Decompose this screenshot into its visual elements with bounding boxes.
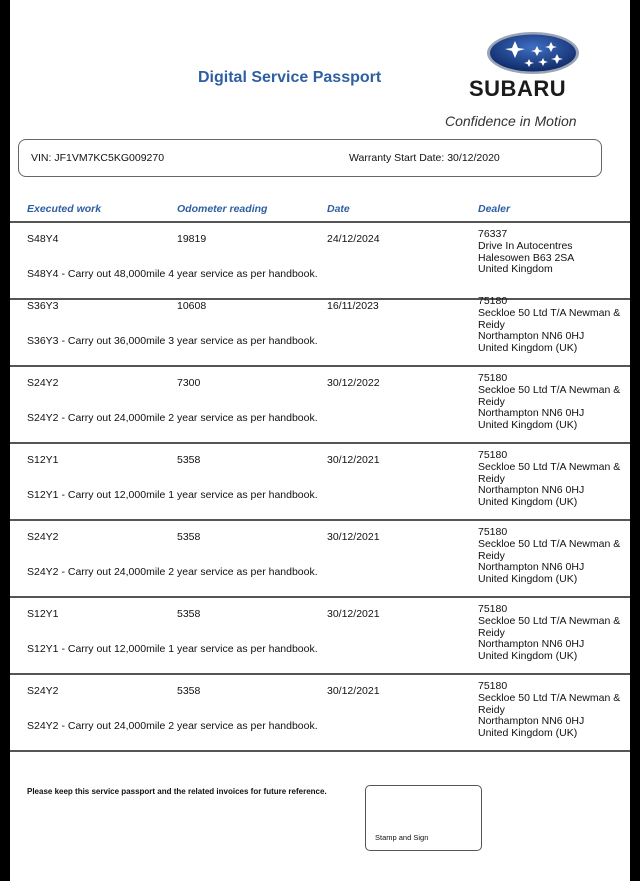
service-date: 24/12/2024 xyxy=(327,233,380,245)
service-date: 30/12/2021 xyxy=(327,608,380,620)
dealer-info xyxy=(478,527,628,586)
column-header-date: Date xyxy=(327,203,350,215)
column-header-work: Executed work xyxy=(27,203,102,215)
work-code: S24Y2 xyxy=(27,531,59,543)
subaru-logo xyxy=(468,30,598,76)
dealer-code: 75180 xyxy=(478,449,508,461)
service-date: 16/11/2023 xyxy=(327,300,379,312)
work-code: S12Y1 xyxy=(27,608,59,620)
work-description: S24Y2 - Carry out 24,000mile 2 year service as per handbook. xyxy=(27,720,318,732)
dealer-code: 76337 xyxy=(478,228,508,240)
table-row xyxy=(10,290,630,367)
dealer-name: Seckloe 50 Ltd T/A Newman & Reidy xyxy=(478,614,621,639)
dealer-name: Seckloe 50 Ltd T/A Newman & Reidy xyxy=(478,537,621,562)
table-row xyxy=(10,521,630,598)
dealer-code: 75180 xyxy=(478,295,508,307)
table-row xyxy=(10,598,630,675)
odometer-value: 7300 xyxy=(177,377,201,389)
brand-name: SUBARU xyxy=(469,76,567,101)
odometer-value: 5358 xyxy=(177,685,201,697)
dealer-country: United Kingdom (UK) xyxy=(478,650,578,663)
work-description: S36Y3 - Carry out 36,000mile 3 year service as per handbook. xyxy=(27,335,318,347)
dealer-name: Drive In Autocentres xyxy=(478,239,573,252)
service-passport-page xyxy=(10,0,630,881)
service-date: 30/12/2021 xyxy=(327,531,380,543)
work-code: S48Y4 xyxy=(27,233,59,245)
dealer-country: United Kingdom (UK) xyxy=(478,573,578,586)
work-code: S24Y2 xyxy=(27,685,59,697)
work-code: S12Y1 xyxy=(27,454,59,466)
page-title: Digital Service Passport xyxy=(198,69,382,86)
dealer-country: United Kingdom (UK) xyxy=(478,727,578,740)
dealer-town: Northampton NN6 0HJ xyxy=(478,638,585,651)
work-description: S24Y2 - Carry out 24,000mile 2 year service as per handbook. xyxy=(27,566,318,578)
odometer-value: 5358 xyxy=(177,531,201,543)
stamp-box xyxy=(365,785,482,851)
retention-note: Please keep this service passport and the related invoices for future reference. xyxy=(27,787,327,796)
warranty-start-date: Warranty Start Date: 30/12/2020 xyxy=(349,152,500,164)
table-row xyxy=(10,675,630,752)
work-code: S24Y2 xyxy=(27,377,59,389)
dealer-country: United Kingdom (UK) xyxy=(478,419,578,432)
odometer-value: 19819 xyxy=(177,233,207,245)
odometer-value: 10608 xyxy=(177,300,207,312)
work-description: S48Y4 - Carry out 48,000mile 4 year service as per handbook. xyxy=(27,268,318,280)
column-header-odometer: Odometer reading xyxy=(177,203,268,215)
service-date: 30/12/2021 xyxy=(327,685,380,697)
dealer-town: Northampton NN6 0HJ xyxy=(478,484,585,497)
work-description: S24Y2 - Carry out 24,000mile 2 year service as per handbook. xyxy=(27,412,318,424)
work-description: S12Y1 - Carry out 12,000mile 1 year service as per handbook. xyxy=(27,643,318,655)
table-header xyxy=(10,193,630,223)
odometer-value: 5358 xyxy=(177,454,201,466)
vehicle-info-box xyxy=(18,139,602,177)
service-date: 30/12/2021 xyxy=(327,454,380,466)
dealer-info xyxy=(478,450,628,509)
dealer-name: Seckloe 50 Ltd T/A Newman & Reidy xyxy=(478,306,621,331)
dealer-code: 75180 xyxy=(478,603,508,615)
dealer-country: United Kingdom (UK) xyxy=(478,496,578,509)
dealer-code: 75180 xyxy=(478,526,508,538)
table-row xyxy=(10,444,630,521)
dealer-town: Northampton NN6 0HJ xyxy=(478,561,585,574)
dealer-town: Northampton NN6 0HJ xyxy=(478,715,585,728)
dealer-code: 75180 xyxy=(478,372,508,384)
dealer-name: Seckloe 50 Ltd T/A Newman & Reidy xyxy=(478,460,621,485)
dealer-info xyxy=(478,681,628,740)
dealer-town: Halesowen B63 2SA xyxy=(478,251,575,264)
dealer-country: United Kingdom xyxy=(478,263,553,276)
column-header-dealer: Dealer xyxy=(478,203,511,215)
brand-tagline: Confidence in Motion xyxy=(445,113,577,129)
dealer-town: Northampton NN6 0HJ xyxy=(478,407,585,420)
vin-label: VIN: JF1VM7KC5KG009270 xyxy=(31,152,165,164)
dealer-code: 75180 xyxy=(478,680,508,692)
work-code: S36Y3 xyxy=(27,300,59,312)
table-row xyxy=(10,223,630,300)
service-date: 30/12/2022 xyxy=(327,377,380,389)
stamp-label: Stamp and Sign xyxy=(375,833,429,842)
dealer-name: Seckloe 50 Ltd T/A Newman & Reidy xyxy=(478,691,621,716)
dealer-country: United Kingdom (UK) xyxy=(478,342,578,355)
dealer-town: Northampton NN6 0HJ xyxy=(478,330,585,343)
dealer-info xyxy=(478,373,628,432)
odometer-value: 5358 xyxy=(177,608,201,620)
dealer-name: Seckloe 50 Ltd T/A Newman & Reidy xyxy=(478,383,621,408)
table-row xyxy=(10,367,630,444)
work-description: S12Y1 - Carry out 12,000mile 1 year service as per handbook. xyxy=(27,489,318,501)
dealer-info xyxy=(478,229,628,276)
subaru-pleiades-icon xyxy=(485,30,581,76)
dealer-info xyxy=(478,296,628,355)
dealer-info xyxy=(478,604,628,663)
